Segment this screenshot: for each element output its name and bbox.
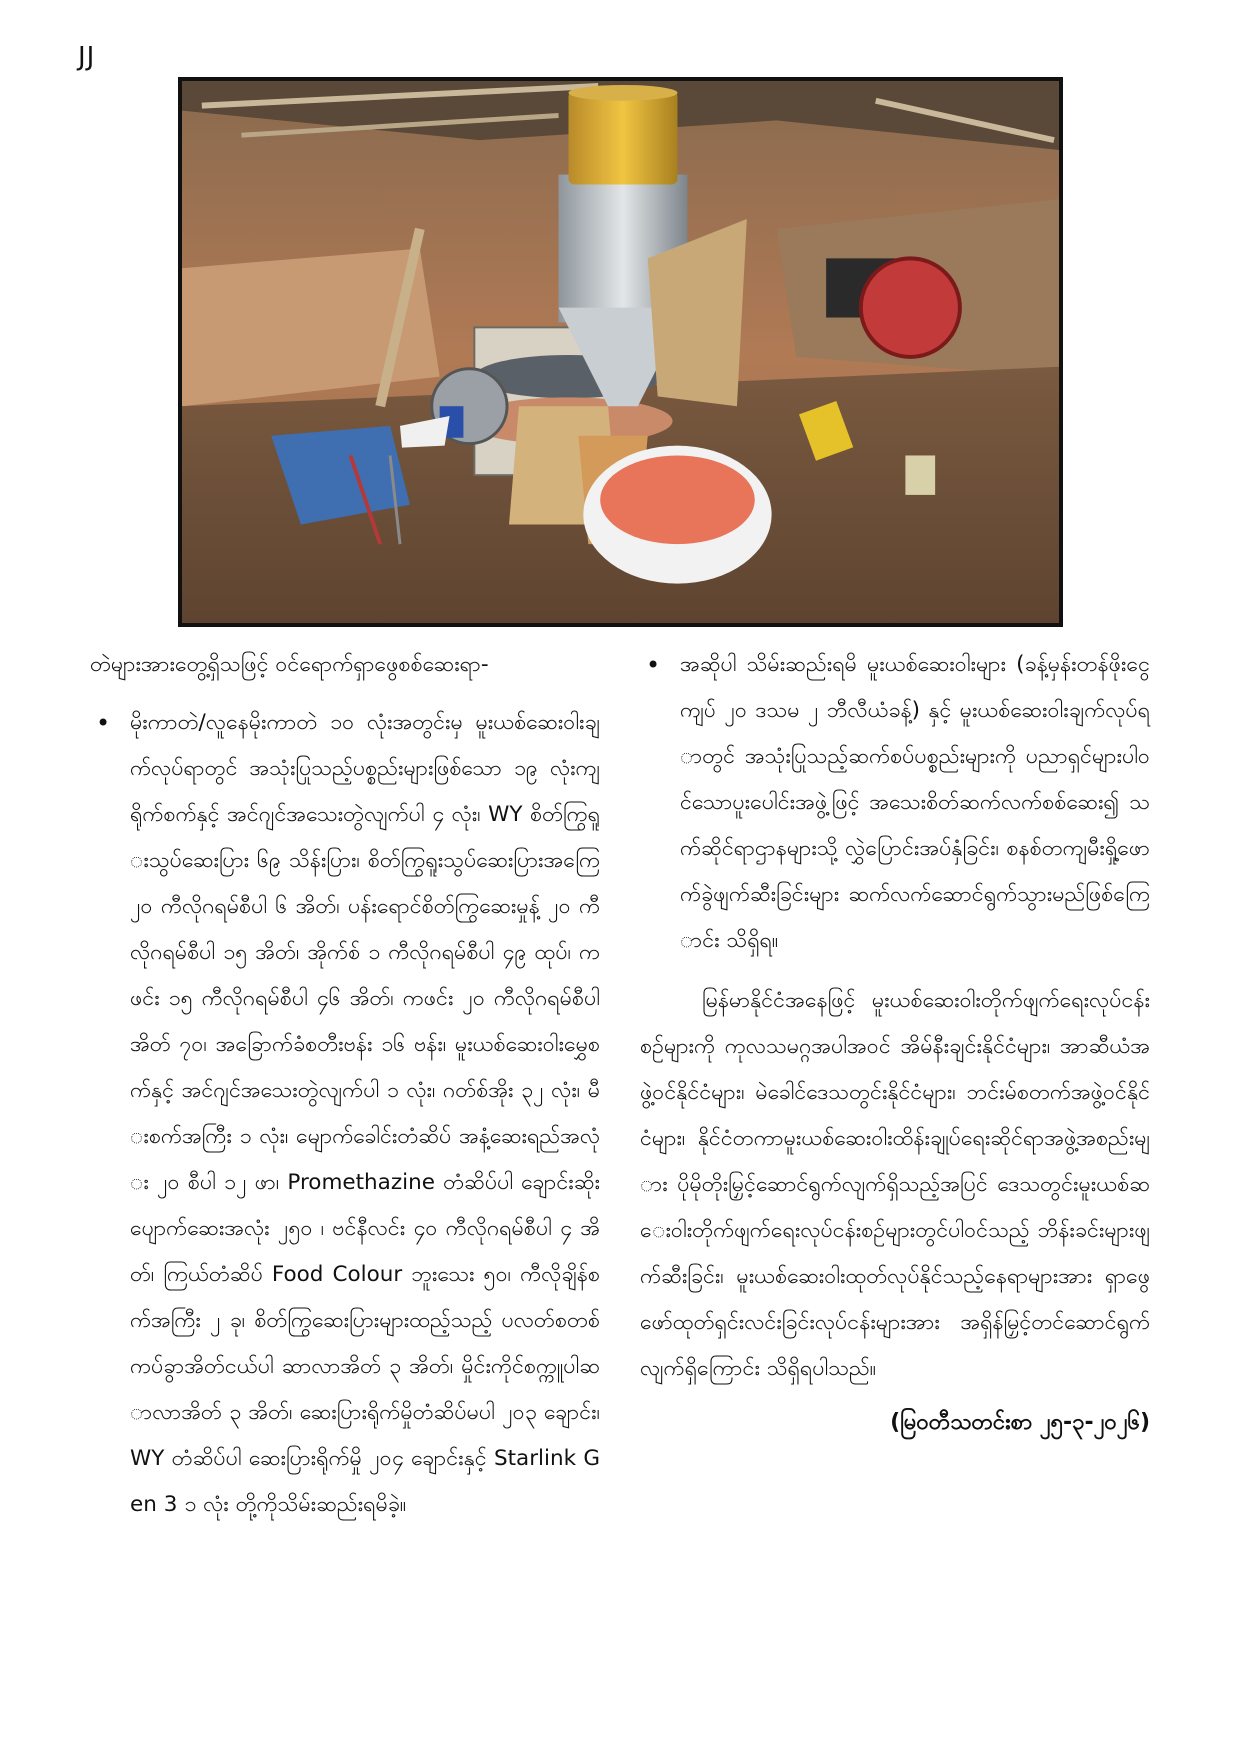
- paper-roll: [905, 455, 935, 494]
- seized-items-bullet: • မိုးကာတဲ/လူနေမိုးကာတဲ ၁၀ လုံးအတွင်းမှ မူးယစ်ဆေးဝါးချက်လုပ်ရာတွင် အသုံးပြုသည့်ပစ္စည်းများဖြစ်သော ၁၉ လုံးကျ ရိုက်စက်နှင့် အင်ဂျင်အသေးတွဲလျက်ပါ ၄ လုံး၊ WY စိတ်ကြွရူးသွပ်ဆေးပြား ၆၉ သိန်းပြား၊ စိတ်ကြွရူးသွပ်ဆေးပြားအကြေ ၂၀ ကီလိုဂရမ်စီပါ ၆ အိတ်၊ ပန်းရောင်စိတ်ကြွဆေးမှုန့် ၂၀ ကီလိုဂရမ်စီပါ ၁၅ အိတ်၊ အိုက်စ် ၁ ကီလိုဂရမ်စီပါ ၄၉ ထုပ်၊ ကဖင်း ၁၅ ကီလိုဂရမ်စီပါ ၄၆ အိတ်၊ ကဖင်း ၂၀ ကီလိုဂရမ်စီပါ အိတ် ၇၀၊ အခြောက်ခံစတီးဗန်း ၁၆ ဗန်း၊ မူးယစ်ဆေးဝါးမွှေစက်နှင့် အင်ဂျင်အသေးတွဲလျက်ပါ ၁ လုံး၊ ဂတ်စ်အိုး ၃၂ လုံး၊ မီးစက်အကြီး ၁ လုံး၊ မျောက်ခေါင်းတံဆိပ် အနံ့ဆေးရည်အလုံး ၂၀ စီပါ ၁၂ ဖာ၊ Promethazine တံဆိပ်ပါ ချောင်းဆိုးပျောက်ဆေးအလုံး ၂၅၀ ၊ ဗင်နီလင်း ၄၀ ကီလိုဂရမ်စီပါ ၄ အိတ်၊ ကြယ်တံဆိပ် Food Colour ဘူးသေး ၅၀၊ ကီလိုချိန်စက်အကြီး ၂ ခု၊ စိတ်ကြွဆေးပြားများထည့်သည့် ပလတ်စတစ်ကပ်ခွာအိတ်ငယ်ပါ ဆာလာအိတ် ၃ အိတ်၊ မှိုင်းကိုင်စက္ကူပါဆာလာအိတ် ၃ အိတ်၊ ဆေးပြားရိုက်မှိုတံဆိပ်မပါ ၂၀၃ ချောင်း၊ WY တံဆိပ်ပါ ဆေးပြားရိုက်မှို ၂၀၄ ချောင်းနှင့် Starlink Gen 3 ၁ လုံး တို့ကိုသိမ်းဆည်းရမိခဲ့။: [90, 700, 600, 1528]
- red-pulley: [861, 258, 960, 357]
- right-column: [640, 642, 1150, 1446]
- news-photo: [178, 77, 1063, 627]
- yellow-drum: [568, 91, 677, 185]
- disposal-bullet: • အဆိုပါ သိမ်းဆည်းရမိ မူးယစ်ဆေးဝါးများ (ခန့်မှန်းတန်ဖိုးငွေကျပ် ၂၀ ဒသမ ၂ ဘီလီယံခန့်) နှင့် မူးယစ်ဆေးဝါးချက်လုပ်ရာတွင် အသုံးပြုသည့်ဆက်စပ်ပစ္စည်းများကို ပညာရှင်များပါဝင်သောပူးပေါင်းအဖွဲ့ဖြင့် အသေးစိတ်ဆက်လက်စစ်ဆေး၍ သက်ဆိုင်ရာဌာနများသို့ လွှဲပြောင်းအပ်နှံခြင်း၊ စနစ်တကျမီးရှို့ဖောက်ခွဲဖျက်ဆီးခြင်းများ ဆက်လက်ဆောင်ရွက်သွားမည်ဖြစ်ကြောင်း သိရှိရ။: [640, 642, 1150, 964]
- page-number: JJ: [78, 42, 96, 72]
- body-paragraph: မြန်မာနိုင်ငံအနေဖြင့် မူးယစ်ဆေးဝါးတိုက်ဖျက်ရေးလုပ်ငန်းစဉ်များကို ကုလသမဂ္ဂအပါအဝင် အိမ်နီးချင်းနိုင်ငံများ၊ အာဆီယံအဖွဲ့ဝင်နိုင်ငံများ၊ မဲခေါင်ဒေသတွင်းနိုင်ငံများ၊ ဘင်းမ်စတက်အဖွဲ့ဝင်နိုင်ငံများ၊ နိုင်ငံတကာမူးယစ်ဆေးဝါးထိန်းချုပ်ရေးဆိုင်ရာအဖွဲ့အစည်းများ ပိုမိုတိုးမြှင့်ဆောင်ရွက်လျက်ရှိသည့်အပြင် ဒေသတွင်းမူးယစ်ဆေးဝါးတိုက်ဖျက်ရေးလုပ်ငန်းစဉ်များတွင်ပါဝင်သည့် ဘိန်းခင်းများဖျက်ဆီးခြင်း၊ မူးယစ်ဆေးဝါးထုတ်လုပ်နိုင်သည့်နေရာများအား ရှာဖွေဖော်ထုတ်ရှင်းလင်းခြင်းလုပ်ငန်းများအား အရှိန်မြှင့်တင်ဆောင်ရွက်လျက်ရှိကြောင်း သိရှိရပါသည်။: [640, 988, 1150, 1381]
- left-column: [90, 642, 600, 1528]
- intro-text: တဲများအားတွေ့ရှိသဖြင့် ဝင်ရောက်ရှာဖွေစစ်ဆေးရာ-: [90, 652, 489, 677]
- tablet-press-photo: [182, 81, 1059, 623]
- news-source: (မြဝတီသတင်းစာ ၂၅-၃-၂၀၂၆): [890, 1410, 1150, 1435]
- pink-powder: [600, 455, 755, 544]
